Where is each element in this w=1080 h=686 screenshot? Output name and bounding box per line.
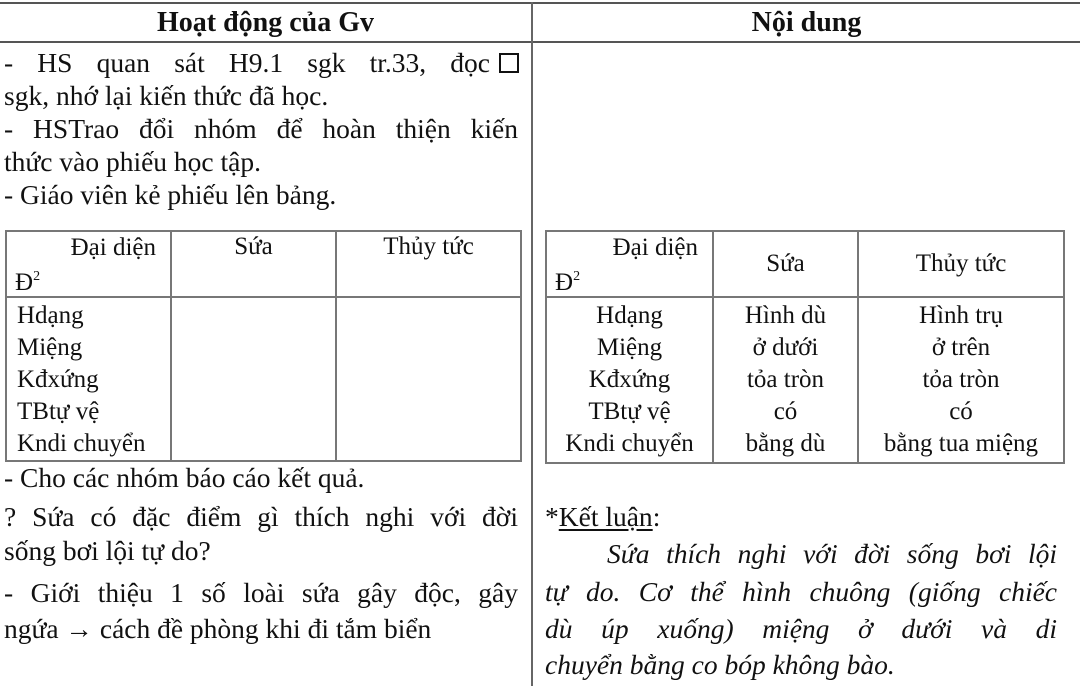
feature-item: Kđxứng [17, 366, 99, 393]
thuy-tuc-value: tỏa tròn [922, 366, 1000, 393]
left-para2-line2: thức vào phiếu học tập. [4, 146, 261, 177]
blank-worksheet-table [5, 230, 522, 462]
column-header-teacher-activity: Hoạt động của Gv [156, 7, 375, 38]
header-sua: Sứa [171, 231, 336, 297]
conclusion-line4: chuyển bằng co bóp không bào. [545, 649, 895, 680]
left-para2-line1: - HSTrao đổi nhóm để hoàn thiện kiến [4, 113, 518, 144]
table-header-row [6, 231, 521, 297]
conclusion-colon: : [652, 501, 661, 532]
thuy-tuc-value: bằng tua miệng [883, 430, 1039, 457]
column-header-content: Nội dung [751, 7, 862, 38]
feature-item: Kndi chuyển [565, 430, 694, 457]
left-after-line3: sống bơi lội tự do? [4, 535, 211, 566]
feature-item: Miệng [596, 334, 663, 361]
para1-text: - HS quan sát H9.1 sgk tr.33, đọc [4, 47, 490, 78]
corner-label-feature [7, 264, 170, 296]
feature-item: Hdạng [17, 302, 84, 329]
corner-cell [6, 231, 171, 297]
feature-item: Kndi chuyển [17, 430, 146, 457]
header-thuy-tuc: Thủy tức [858, 231, 1064, 297]
sua-value: Hình dù [744, 302, 827, 329]
table-header-row [546, 231, 1064, 297]
left-para1-line1 [4, 47, 520, 80]
empty-cell-thuy-tuc [336, 297, 521, 461]
left-after-line1: - Cho các nhóm báo cáo kết quả. [4, 462, 365, 493]
table-body-row [546, 297, 1064, 463]
left-para1-line2: sgk, nhớ lại kiến thức đã học. [4, 80, 329, 111]
sua-value: tỏa tròn [746, 366, 825, 393]
table-body-row [6, 297, 521, 461]
corner-label-representative: Đại diện [70, 234, 156, 261]
answer-table [545, 230, 1065, 464]
header-sua: Sứa [713, 231, 858, 297]
sua-value: bằng dù [745, 430, 826, 457]
empty-cell-sua [171, 297, 336, 461]
feature-base: Đ [555, 269, 574, 296]
feature-item: Hdạng [596, 302, 663, 329]
sua-value: có [773, 398, 798, 425]
feature-sup: 2 [573, 269, 581, 284]
feature-sup: 2 [33, 269, 41, 284]
left-para3: - Giáo viên kẻ phiếu lên bảng. [4, 179, 337, 210]
conclusion-heading [545, 501, 660, 534]
conclusion-title: Kết luận [558, 501, 653, 532]
thuy-tuc-value: ở trên [931, 334, 991, 361]
feature-item: Kđxứng [588, 366, 671, 393]
conclusion-line2: tự do. Cơ thể hình chuông (giống chiếc [545, 576, 1057, 607]
conclusion-line3: dù úp xuống) miệng ở dưới và di [545, 613, 1057, 644]
feature-item: TBtự vệ [588, 398, 671, 425]
left-after-line5: ngứa → cách đề phòng khi đi tắm biển [4, 613, 432, 644]
header-thuy-tuc: Thủy tức [336, 231, 521, 297]
corner-label-representative: Đại diện [612, 234, 698, 261]
corner-label-feature [547, 264, 712, 296]
checkbox-square-icon [499, 53, 519, 73]
feature-list [6, 297, 171, 461]
conclusion-line1: Sứa thích nghi với đời sống bơi lội [607, 538, 1057, 569]
thuy-tuc-value: có [949, 398, 973, 425]
feature-base: Đ [15, 269, 34, 296]
sua-values [713, 297, 858, 463]
sua-value: ở dưới [752, 334, 819, 361]
column-divider [531, 2, 533, 686]
left-after-line4: - Giới thiệu 1 số loài sứa gây độc, gây [4, 577, 518, 608]
thuy-tuc-value: Hình trụ [918, 302, 1004, 329]
feature-item: TBtự vệ [17, 398, 100, 425]
conclusion-asterisk: * [545, 501, 559, 532]
feature-list [546, 297, 713, 463]
corner-cell [546, 231, 713, 297]
thuy-tuc-values [858, 297, 1064, 463]
left-after-line2: ? Sứa có đặc điểm gì thích nghi với đời [4, 501, 518, 532]
feature-item: Miệng [17, 334, 83, 361]
